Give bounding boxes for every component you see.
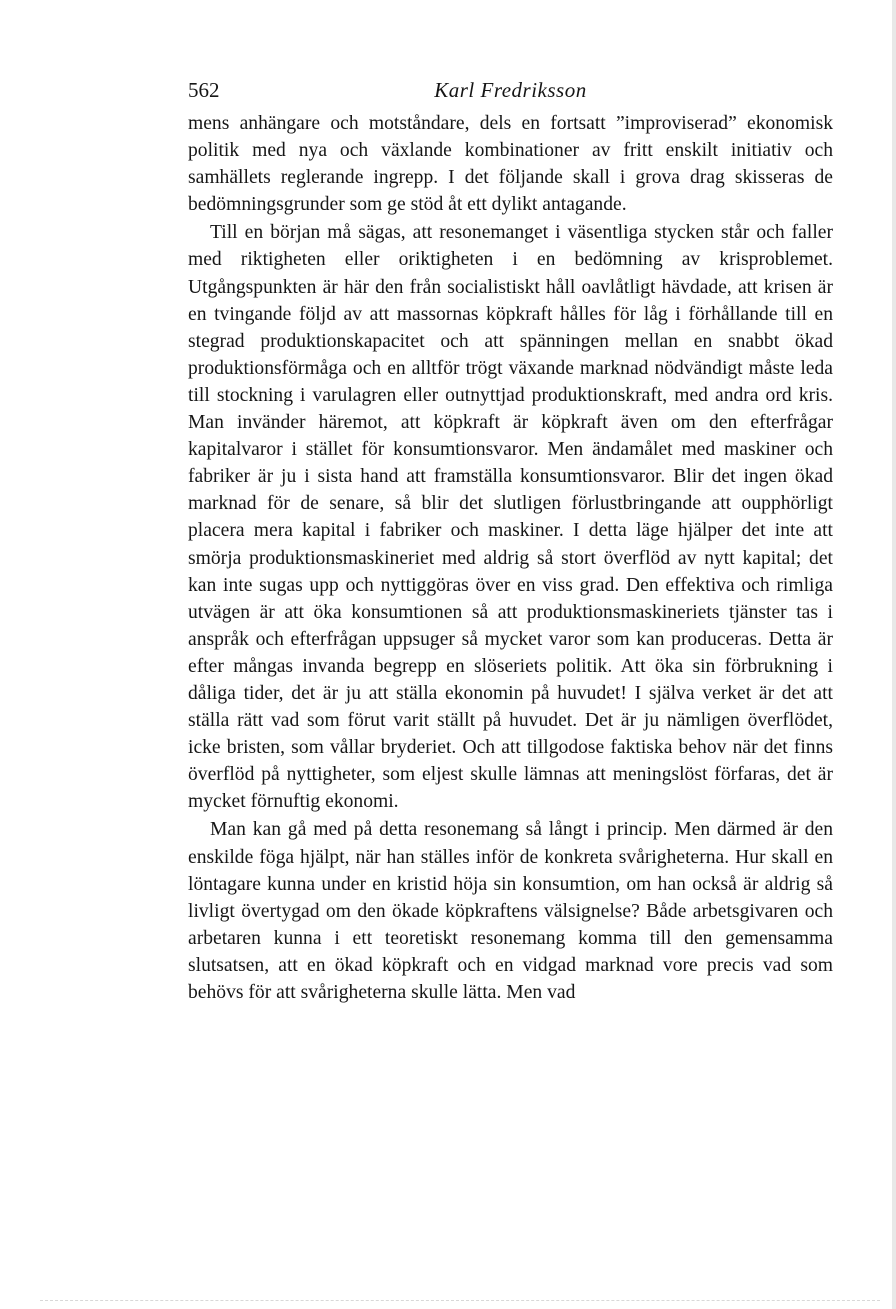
page-header	[188, 74, 833, 110]
scan-edge-bottom	[40, 1300, 880, 1303]
book-page	[188, 74, 833, 1006]
paragraph-continuation: mens anhängare och motståndare, dels en fortsatt ”improviserad” ekonomisk politik med nya och växlande kombinationer av fritt enskilt initiativ och samhällets reglerande ingrepp. I det följande skall i grova drag skisseras de bedömningsgrunder som ge stöd åt ett dylikt antagande.	[188, 113, 833, 216]
paragraph-individual-difficulty: Man kan gå med på detta resonemang så långt i princip. Men därmed är den enskilde föga hjälpt, när han ställes inför de konkreta svårigheterna. Hur skall en löntagare kunna under en kristid höja sin konsumtion, om han också är aldrig så livligt övertygad om den ökade köpkraftens välsignelse? Både arbetsgivaren och arbetaren kunna i ett teoretiskt resonemang komma till den gemensamma slutsatsen, att en ökad köpkraft och en vidgad marknad vore precis vad som behövs för att svårigheterna skulle lätta. Men vad	[188, 819, 833, 1003]
scan-edge-right	[892, 0, 896, 1309]
scan-edge-top	[0, 0, 896, 6]
page-number: 562	[188, 78, 220, 102]
body-text	[188, 110, 833, 1006]
paragraph-crisis-argument: Till en början må sägas, att resonemanget i väsentliga stycken står och faller med riktigheten eller oriktigheten i en bedömning av krisproblemet. Utgångspunkten är här den från socialistiskt håll oavlåtligt hävdade, att krisen är en tvingande följd av att massornas köpkraft hålles för låg i förhållande till en stegrad produktionskapacitet och att spänningen mellan en snabbt ökad produktionsförmåga och en alltför trögt växande marknad nödvändigt måste leda till stockning i varulagren eller outnyttjad produktionskraft, med andra ord kris. Man invänder häremot, att köpkraft är köpkraft även om den efterfrågar kapitalvaror i stället för konsumtionsvaror. Men ändamålet med maskiner och fabriker är ju i sista hand att framställa konsumtionsvaror. Blir det ingen ökad marknad för de senare, så blir det slutligen förlustbringande att oupphörligt placera mera kapital i fabriker och maskiner. I detta läge hjälper det inte att smörja produktionsmaskineriet med aldrig så stort överflöd av nytt kapital; det kan inte sugas upp och nyttiggöras över en viss grad. Den effektiva och rimliga utvägen är att öka konsumtionen så att produktionsmaskineriets tjänster tas i anspråk och efterfrågan uppsuger så mycket varor som kan produceras. Detta är efter mångas invanda begrepp en slöseriets politik. Att öka sin förbrukning i dåliga tider, det är ju att ställa ekonomin på huvudet! I själva verket är det att ställa rätt vad som förut varit ställt på huvudet. Det är ju nämligen överflödet, icke bristen, som vållar bryderiet. Och att tillgodose faktiska behov när det finns överflöd på nyttigheter, som eljest skulle lämnas att meningslöst förfaras, det är mycket förnuftig ekonomi.	[188, 222, 833, 813]
running-title: Karl Fredriksson	[434, 78, 587, 102]
